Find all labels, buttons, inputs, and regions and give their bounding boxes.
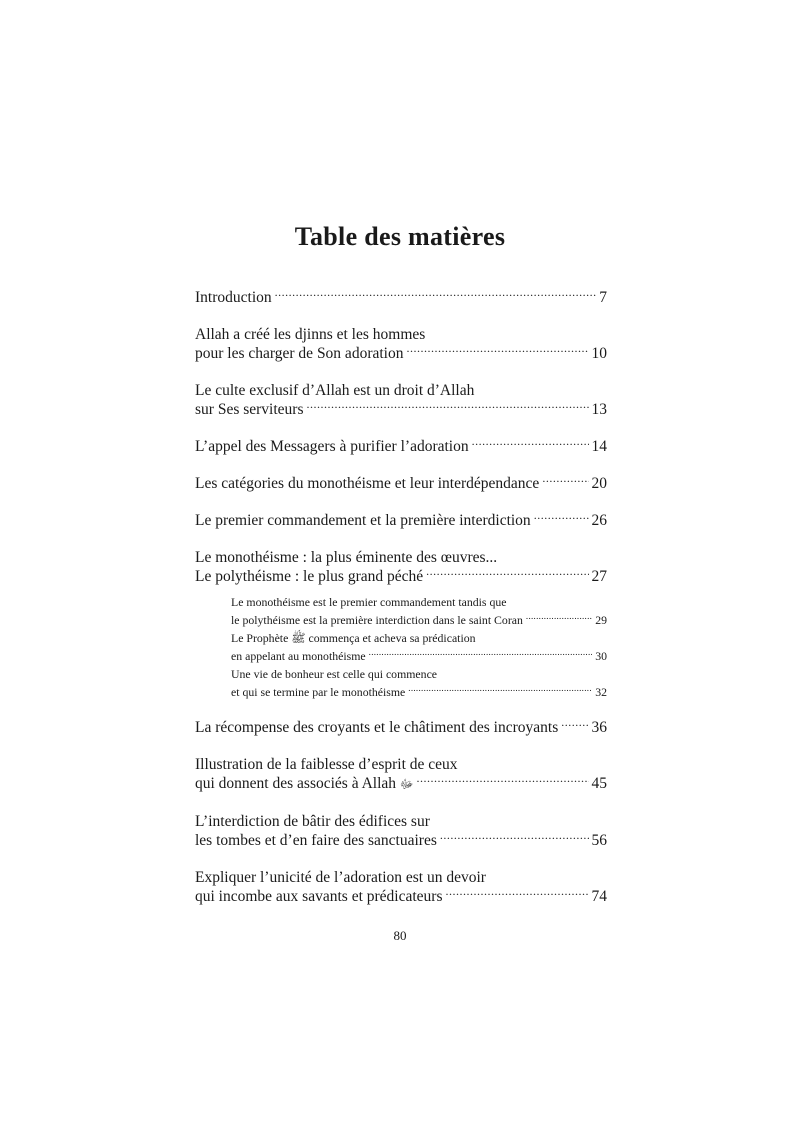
- honorific-glyph: ﷻ: [399, 777, 414, 791]
- toc-entry[interactable]: [195, 474, 607, 493]
- toc-entry[interactable]: [195, 812, 607, 850]
- toc-entry[interactable]: [195, 548, 607, 586]
- toc-entry[interactable]: [195, 755, 607, 794]
- toc-entry[interactable]: [195, 511, 607, 530]
- dot-leader: [440, 831, 589, 845]
- toc-entry-title: Introduction: [195, 289, 272, 306]
- dot-leader: [446, 887, 589, 901]
- toc-page-number: 74: [591, 888, 607, 905]
- toc-page-number: 29: [595, 613, 607, 627]
- toc-entry-title: Le polythéisme : le plus grand péché: [195, 568, 424, 585]
- dot-leader: [416, 774, 588, 788]
- toc-entry[interactable]: [195, 437, 607, 456]
- toc-page-number: 10: [591, 345, 607, 362]
- toc-page-number: 30: [595, 649, 607, 663]
- dot-leader: [406, 344, 588, 358]
- toc-page-number: 36: [591, 719, 607, 736]
- toc-entry[interactable]: [195, 868, 607, 906]
- toc-entry-title: Le premier commandement et la première interdiction: [195, 512, 531, 529]
- page-number: 80: [393, 928, 407, 943]
- toc-subentry[interactable]: [231, 630, 607, 664]
- toc-subentry-title-line: Le Prophète ﷺ commença et acheva sa prédication: [231, 631, 476, 645]
- toc-page-number: 45: [591, 775, 607, 792]
- toc-entry[interactable]: [195, 288, 607, 307]
- toc-page-number: 32: [595, 685, 607, 699]
- toc-page-number: 13: [591, 401, 607, 418]
- toc-page-number: 27: [591, 568, 607, 585]
- dot-leader: [534, 511, 589, 525]
- toc-entry-title: les tombes et d’en faire des sanctuaires: [195, 832, 437, 849]
- dot-leader: [369, 646, 593, 660]
- toc-entry[interactable]: [195, 381, 607, 419]
- toc-entry[interactable]: [195, 325, 607, 363]
- toc-subentries: [195, 594, 607, 700]
- toc-entry-title: [195, 774, 413, 794]
- toc-page-number: 20: [591, 475, 607, 492]
- toc-entry-title: pour les charger de Son adoration: [195, 345, 404, 362]
- toc-subentry-title: le polythéisme est la première interdiction dans le saint Coran: [231, 613, 523, 627]
- toc-entry-title: Les catégories du monothéisme et leur interdépendance: [195, 475, 540, 492]
- toc-subentry-title: en appelant au monothéisme: [231, 649, 366, 663]
- dot-leader: [307, 400, 589, 414]
- dot-leader: [275, 288, 597, 302]
- page-title: Table des matières: [294, 222, 506, 251]
- dot-leader: [408, 682, 592, 696]
- toc-subentry[interactable]: [231, 594, 607, 628]
- toc-page-number: 14: [591, 438, 607, 455]
- dot-leader: [426, 567, 588, 581]
- toc-entry-title: sur Ses serviteurs: [195, 401, 304, 418]
- toc-subentry-title-line: Une vie de bonheur est celle qui commence: [231, 667, 438, 681]
- dot-leader: [561, 718, 588, 732]
- toc-entry-title: qui incombe aux savants et prédicateurs: [195, 888, 443, 905]
- toc-subentry[interactable]: [231, 666, 607, 700]
- toc-entry-title-line: Illustration de la faiblesse d’esprit de ceux: [195, 756, 458, 773]
- dot-leader: [542, 474, 588, 488]
- toc-subentry-title-line: Le monothéisme est le premier commandement tandis que: [231, 595, 507, 609]
- toc-entry-title: L’appel des Messagers à purifier l’adoration: [195, 438, 469, 455]
- dot-leader: [526, 610, 592, 624]
- toc-entry-title-line: Allah a créé les djinns et les hommes: [195, 326, 426, 343]
- toc-subentry-title: et qui se termine par le monothéisme: [231, 685, 406, 699]
- toc-page-number: 26: [591, 512, 607, 529]
- toc-entry-title: La récompense des croyants et le châtiment des incroyants: [195, 719, 559, 736]
- toc-entry[interactable]: [195, 718, 607, 737]
- table-of-contents: [195, 288, 607, 924]
- toc-page-number: 7: [599, 289, 607, 306]
- toc-entry-title-line: Expliquer l’unicité de l’adoration est un devoir: [195, 869, 486, 886]
- toc-entry-title-line: Le monothéisme : la plus éminente des œuvres...: [195, 549, 498, 566]
- toc-entry-title-line: L’interdiction de bâtir des édifices sur: [195, 813, 430, 830]
- toc-entry-title-line: Le culte exclusif d’Allah est un droit d’Allah: [195, 382, 475, 399]
- toc-page-number: 56: [591, 832, 607, 849]
- dot-leader: [472, 437, 589, 451]
- toc-entry-title-text: qui donnent des associés à Allah: [195, 775, 397, 792]
